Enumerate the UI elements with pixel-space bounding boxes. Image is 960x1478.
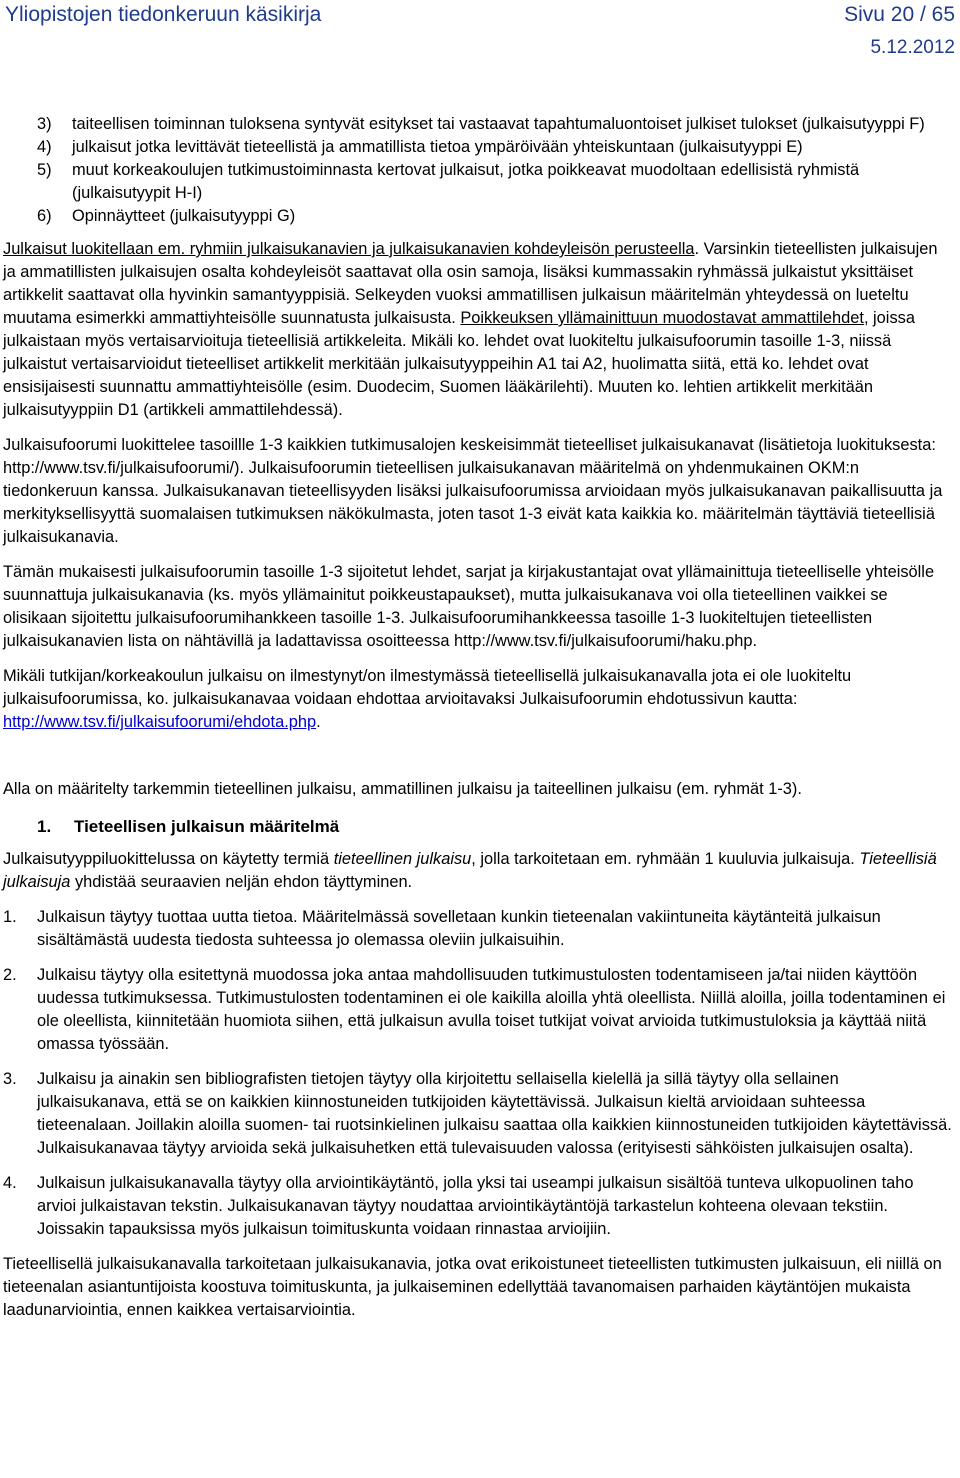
condition-item xyxy=(3,964,953,1056)
paragraph-text: . Varsinkin tieteellisten julkaisujen ja ammatillisten julkaisujen osalta kohdeyleisöt saattavat olla osin samoja, lisäksi kummassakin ryhmässä julkaistut yksittäiset artikkelit saattavat olla hyvinkin samantyyppisiä. Selkeyden vuoksi ammatillisen julkaisun määritelmän yhteydessä on lueteltu muutama esimerkki ammattiyhteisölle suunnatusta julkaisusta. xyxy=(3,240,938,327)
italic-term: tieteellinen julkaisu xyxy=(333,850,472,868)
paragraph-text: yhdistää seuraavien neljän ehdon täyttyminen. xyxy=(70,873,413,891)
section-title: Tieteellisen julkaisun määritelmä xyxy=(74,817,340,836)
definitions-intro: Alla on määritelty tarkemmin tieteellinen julkaisu, ammatillinen julkaisu ja taiteellinen julkaisu (em. ryhmät 1-3). xyxy=(3,780,802,798)
paragraph-text: Julkaisutyyppiluokittelussa on käytetty termiä xyxy=(3,850,334,868)
proposal-paragraph xyxy=(3,665,953,734)
section-heading xyxy=(37,815,953,838)
document-title: Yliopistojen tiedonkeruun käsikirja xyxy=(5,3,322,26)
list-item xyxy=(3,205,953,228)
condition-number: 2. xyxy=(3,966,17,984)
condition-text: Julkaisu ja ainakin sen bibliografisten tietojen täytyy olla kirjoitettu sellaisella kielellä ja sillä täytyy olla sellainen julkaisukanava, että se on kaikkien kiinnostuneiden tutkijoiden käytettävissä. Julkaisun kieltä arvioidaan suhteessa tieteenalaan. Joillakin aloilla suomen- tai ruotsinkielinen julkaisu saattaa olla kaikkien kiinnostuneiden tutkijoiden käytettävissä. Julkaisukanavaa täytyy arvioida sekä julkaisuhetken että tulevaisuuden valossa (erityisesti sähköisten julkaisujen osalta). xyxy=(37,1070,952,1157)
list-item-number: 5) xyxy=(37,161,52,179)
paragraph-text: . xyxy=(316,713,321,731)
list-item-text: Opinnäytteet (julkaisutyyppi G) xyxy=(72,207,296,225)
list-item xyxy=(3,159,953,205)
condition-number: 4. xyxy=(3,1174,17,1192)
paragraph-text: Mikäli tutkijan/korkeakoulun julkaisu on ilmestynyt/on ilmestymässä tieteellisellä julkaisukanavalla jota ei ole luokiteltu julkaisufoorumissa, ko. julkaisukanavaa voidaan ehdottaa arvioitavaksi Julkaisufoorumin ehdotussivun kautta: xyxy=(3,667,852,708)
proposal-link[interactable]: http://www.tsv.fi/julkaisufoorumi/ehdota.php xyxy=(3,713,317,731)
condition-item xyxy=(3,1068,953,1160)
list-item-number: 3) xyxy=(37,115,52,133)
condition-number: 1. xyxy=(3,908,17,926)
list-item xyxy=(3,136,953,159)
page-number: Sivu 20 / 65 xyxy=(844,3,955,26)
page-header xyxy=(0,0,960,60)
underlined-lead: Julkaisut luokitellaan em. ryhmiin julkaisukanavien ja julkaisukanavien kohdeyleisön perusteella xyxy=(3,240,695,258)
italic-term: Tieteellisiä julkaisuja xyxy=(3,850,937,891)
list-item-text: muut korkeakoulujen tutkimustoiminnasta kertovat julkaisut, jotka poikkeavat muodoltaan edellisistä ryhmistä (julkaisutyypit H-I) xyxy=(72,161,860,202)
condition-text: Julkaisun täytyy tuottaa uutta tietoa. Määritelmässä sovelletaan kunkin tieteenalan vakiintuneita käytänteitä julkaisun sisältämästä uudesta tiedosta suhteessa jo olemassa oleviin julkaisuihin. xyxy=(37,908,881,949)
list-item xyxy=(3,113,953,136)
condition-item xyxy=(3,1172,953,1241)
document-date: 5.12.2012 xyxy=(870,37,955,58)
document-body xyxy=(3,113,953,1322)
list-item-text: julkaisut jotka levittävät tieteellistä ja ammatillista tietoa ympäröivään yhteiskuntaan (julkaisutyyppi E) xyxy=(72,138,803,156)
condition-text: Julkaisun julkaisukanavalla täytyy olla arviointikäytäntö, jolla yksi tai useampi julkaisun sisältöä tunteva ulkopuolinen taho arvioi julkaistavan tekstin. Julkaisukanavan täytyy noudattaa arviointikäytäntöjä tarkastelun kohteena olevaan tekstiin. Joissakin tapauksissa myös julkaisun toimituskunta voidaan rinnastaa arvioijiin. xyxy=(37,1174,914,1238)
list-item-number: 6) xyxy=(37,207,52,225)
scientific-channel-paragraph: Tieteellisellä julkaisukanavalla tarkoitetaan julkaisukanavia, jotka ovat erikoistuneet tieteellisten tutkimusten julkaisuun, eli niillä on tieteenalan asiantuntijoista koostuva toimituskunta, ja julkaiseminen edellyttää tavanomaisen parhaiden käytäntöjen mukaista laadunarviointia, ennen kaikkea vertaisarviointia. xyxy=(3,1255,942,1319)
definition-paragraph xyxy=(3,848,953,894)
condition-number: 3. xyxy=(3,1070,17,1088)
condition-item xyxy=(3,906,953,952)
paragraph-text: , jolla tarkoitetaan em. ryhmään 1 kuuluvia julkaisuja. xyxy=(471,850,860,868)
paragraph-text: , joissa julkaistaan myös vertaisarvioituja tieteellisiä artikkeleita. Mikäli ko. lehdet ovat luokiteltu julkaisufoorumin tasoille 1-3, niissä julkaistut vertaisarvioidut tieteelliset artikkelit merkitään julkaisutyyppeihin A1 tai A2, huolimatta siitä, että ko. lehdet ovat ensisijaisesti suunnattu ammattiyhteisölle (esim. Duodecim, Suomen lääkärilehti). Muuten ko. lehtien artikkelit merkitään julkaisutyyppiin D1 (artikkeli ammattilehdessä). xyxy=(3,309,915,419)
list-item-text: taiteellisen toiminnan tuloksena syntyvät esitykset tai vastaavat tapahtumaluontoiset julkiset tulokset (julkaisutyyppi F) xyxy=(72,115,925,133)
section-number: 1. xyxy=(37,817,52,836)
levels-paragraph: Tämän mukaisesti julkaisufoorumin tasoille 1-3 sijoitetut lehdet, sarjat ja kirjakustantajat ovat yllämainittuja tieteelliselle yhteisölle suunnattuja julkaisukanavia (ks. myös yllämainitut poikkeustapaukset), mutta julkaisukanava voi olla tieteellinen vaikkei se olisikaan sijoitettu julkaisufoorumihankkeen tasoille 1-3. Julkaisufoorumihankkeessa tasoille 1-3 luokiteltujen tieteellisten julkaisukanavien lista on nähtävillä ja ladattavissa osoitteessa http://www.tsv.fi/julkaisufoorumi/haku.php. xyxy=(3,563,935,650)
condition-text: Julkaisu täytyy olla esitettynä muodossa joka antaa mahdollisuuden tutkimustulosten todentamiseen ja/tai niiden käyttöön uudessa tutkimuksessa. Tutkimustulosten todentaminen ei ole kaikilla aloilla yhtä oleellista. Niillä aloilla, joilla todentaminen ei ole oleellista, kiinnitetään huomiota siihen, että julkaisun avulla toiset tutkijat voivat arvioida tutkimustuloksia ja käyttää niitä omassa työssään. xyxy=(37,966,946,1053)
julkaisufoorumi-paragraph: Julkaisufoorumi luokittelee tasoillle 1-3 kaikkien tutkimusalojen keskeisimmät tieteelliset julkaisukanavat (lisätietoja luokituksesta: http://www.tsv.fi/julkaisufoorumi/). Julkaisufoorumin tieteellisen julkaisukanavan määritelmä on yhdenmukainen OKM:n tiedonkeruun kanssa. Julkaisukanavan tieteellisyyden lisäksi julkaisufoorumissa arvioidaan myös julkaisukanavan paikallisuutta ja merkityksellisyyttä suomalaisen tutkimuksen näkökulmasta, joten tasot 1-3 eivät kata kaikkia ko. määritelmän täyttäviä tieteellisiä julkaisukanavia. xyxy=(3,436,943,546)
classification-paragraph xyxy=(3,238,953,422)
publication-group-list xyxy=(3,113,953,228)
list-item-number: 4) xyxy=(37,138,52,156)
underlined-exception: Poikkeuksen yllämainittuun muodostavat ammattilehdet xyxy=(460,309,864,327)
